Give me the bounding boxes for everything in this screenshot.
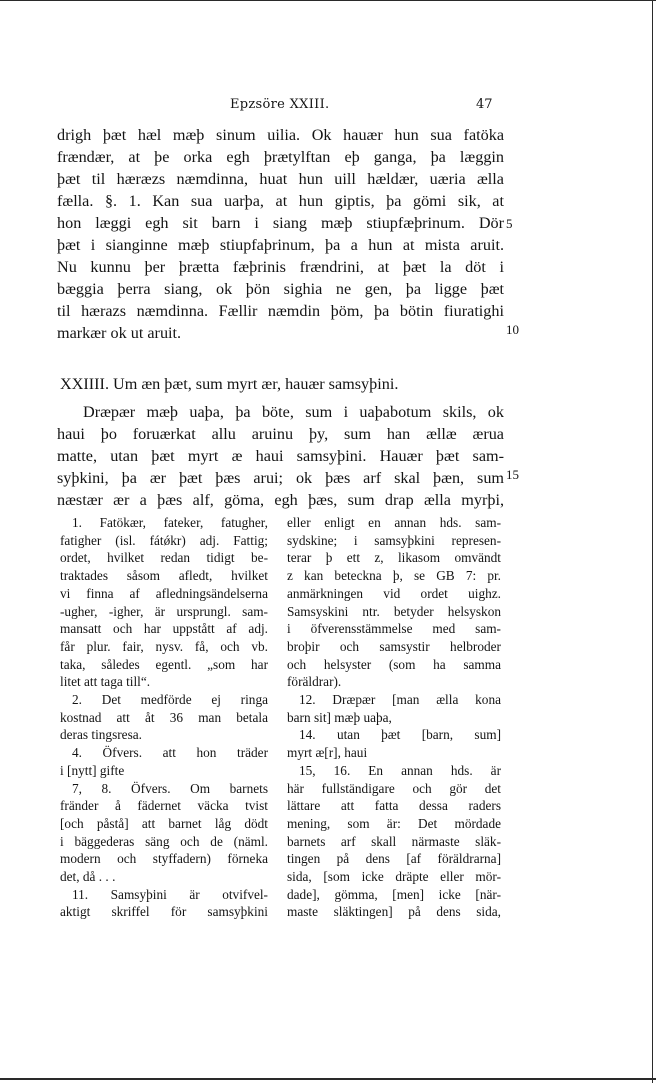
page-number: 47 bbox=[476, 97, 493, 112]
note-line: modern och styffadern) förneka bbox=[60, 851, 268, 867]
text-line: haui þo foruærkat allu aruinu þy, sum han ællæ ærua bbox=[57, 425, 504, 443]
note-line: mening, som är: Det mördade bbox=[287, 815, 501, 831]
note-line: Samsyskini ntr. betyder helsyskon bbox=[287, 603, 501, 619]
note-line: -ugher, -igher, är ursprungl. sam- bbox=[60, 603, 268, 619]
note-line: aktigt skriffel för samsyþkini bbox=[60, 904, 268, 920]
scan-top-edge bbox=[0, 0, 656, 1]
text-line: Nu kunnu þer þrætta fæþrinis frændrini, at þæt la döt i bbox=[57, 258, 504, 276]
note-line: och helsyster (som ha samma bbox=[287, 656, 501, 672]
note-line: [och påstå] att barnet låg dödt bbox=[60, 815, 268, 831]
note-line: ordet, hvilket redan tidigt be- bbox=[60, 550, 268, 566]
note-line: kostnad att åt 36 man betala bbox=[60, 709, 268, 725]
text-line: fælla. §. 1. Kan sua uarþa, at hun giptis, þa gömi sik, at bbox=[57, 192, 504, 210]
note-line: 4. Öfvers. att hon träder bbox=[72, 745, 268, 761]
text-line: bæggia þerra siang, ok þön sighia ne gen, þa ligge þæt bbox=[57, 280, 504, 298]
note-line: mansatt och har uppstått af adj. bbox=[60, 621, 268, 637]
note-line: föräldrar). bbox=[287, 674, 342, 690]
note-line: i [nytt] gifte bbox=[60, 762, 125, 778]
note-line: barn sit] mæþ uaþa, bbox=[287, 709, 392, 725]
note-line: anmärkningen vid ordet uighz. bbox=[287, 585, 501, 601]
note-line: barnets arf skall närmaste släk- bbox=[287, 833, 501, 849]
page-header bbox=[0, 97, 656, 117]
note-line: myrt æ[r], haui bbox=[287, 745, 368, 761]
text-line: drigh þæt hæl mæþ sinum uilia. Ok hauær hun sua fatöka bbox=[57, 126, 504, 144]
note-line: 1. Fatökær, fateker, fatugher, bbox=[72, 515, 268, 530]
note-line: vi finna af afledningsändelserna bbox=[60, 585, 268, 601]
text-line: til hærazs næmdinna. Fællir næmdin þöm, þa bötin fiuratighi bbox=[57, 302, 504, 320]
note-line: litet att taga till“. bbox=[60, 674, 151, 690]
note-line: maste släktingen] på dens sida, bbox=[287, 904, 501, 920]
note-line: traktades såsom afledt, hvilket bbox=[60, 568, 268, 584]
note-line: får plur. fair, nysv. få, och vb. bbox=[60, 638, 268, 654]
text-line: hon læggi egh sit barn i siang mæþ stiupfæþrinum. Dör bbox=[57, 214, 504, 232]
note-line: 14. utan þæt [barn, sum] bbox=[299, 727, 501, 743]
text-line: Dræpær mæþ uaþa, þa böte, sum i uaþabotum skils, ok bbox=[83, 403, 504, 421]
note-line: lättare att fatta dessa raders bbox=[287, 798, 501, 814]
note-line: 7, 8. Öfvers. Om barnets bbox=[72, 780, 268, 796]
line-number: 15 bbox=[506, 467, 519, 482]
note-line: eller enligt en annan hds. sam- bbox=[287, 515, 501, 530]
note-line: i öfverensstämmelse med sam- bbox=[287, 621, 501, 637]
running-title: Epzsöre XXIII. bbox=[230, 97, 330, 112]
note-line: fränder å fädernet väcka tvist bbox=[60, 798, 268, 814]
text-line: næstær ær a þæs alf, göma, egh þæs, sum drap ælla myrþi, bbox=[57, 491, 504, 509]
note-line: broþir och samsystir helbroder bbox=[287, 638, 501, 654]
note-line: här fullständigare och gör det bbox=[287, 780, 501, 796]
line-number: 5 bbox=[506, 216, 513, 231]
text-line: matte, utan þæt myrt æ haui samsyþini. Hauær þæt sam- bbox=[57, 447, 504, 465]
scan-bottom-edge bbox=[0, 1078, 656, 1080]
note-line: sida, [som icke dräpte eller mör- bbox=[287, 869, 501, 884]
note-line: terar þ ett z, likasom omvändt bbox=[287, 550, 501, 566]
note-line: 15, 16. En annan hds. är bbox=[299, 762, 501, 778]
note-line: sydskine; i samsyþkini represen- bbox=[287, 532, 501, 548]
note-line: taka, således egentl. „som har bbox=[60, 656, 268, 672]
chapter-heading: XXIIII. Um æn þæt, sum myrt ær, hauær samsyþini. bbox=[60, 375, 399, 393]
line-number: 10 bbox=[506, 322, 519, 337]
note-line: i bäggederas säng och de (näml. bbox=[60, 833, 268, 849]
text-line: syþkini, þa ær þæt þæs arui; ok þæs arf skal þæn, sum bbox=[57, 469, 504, 487]
text-line: frændær, at þe orka egh þrætylftan eþ ganga, þa læggin bbox=[57, 148, 504, 166]
note-line: det, då . . . bbox=[60, 869, 116, 884]
note-line: 2. Det medförde ej ringa bbox=[72, 692, 268, 707]
note-line: 11. Samsyþini är otvifvel- bbox=[72, 886, 268, 902]
text-line: markær ok ut aruit. bbox=[57, 324, 182, 342]
note-line: tingen på dens [af föräldrarna] bbox=[287, 851, 501, 867]
note-line: deras tingsresa. bbox=[60, 727, 142, 743]
note-line: 12. Dræpær [man ælla kona bbox=[299, 692, 501, 707]
note-line: z kan beteckna þ, se GB 7: pr. bbox=[287, 568, 501, 584]
scan-right-edge bbox=[652, 0, 653, 1083]
text-line: þæt til hæræzs næmdinna, huat hun uill hældær, uæria ælla bbox=[57, 170, 504, 188]
note-line: dade], gömma, [men] icke [när- bbox=[287, 886, 501, 902]
note-line: fatigher (isl. fátǿkr) adj. Fattig; bbox=[60, 532, 268, 548]
text-line: þæt i sianginne mæþ stiupfaþrinum, þa a hun at mista aruit. bbox=[57, 236, 504, 254]
